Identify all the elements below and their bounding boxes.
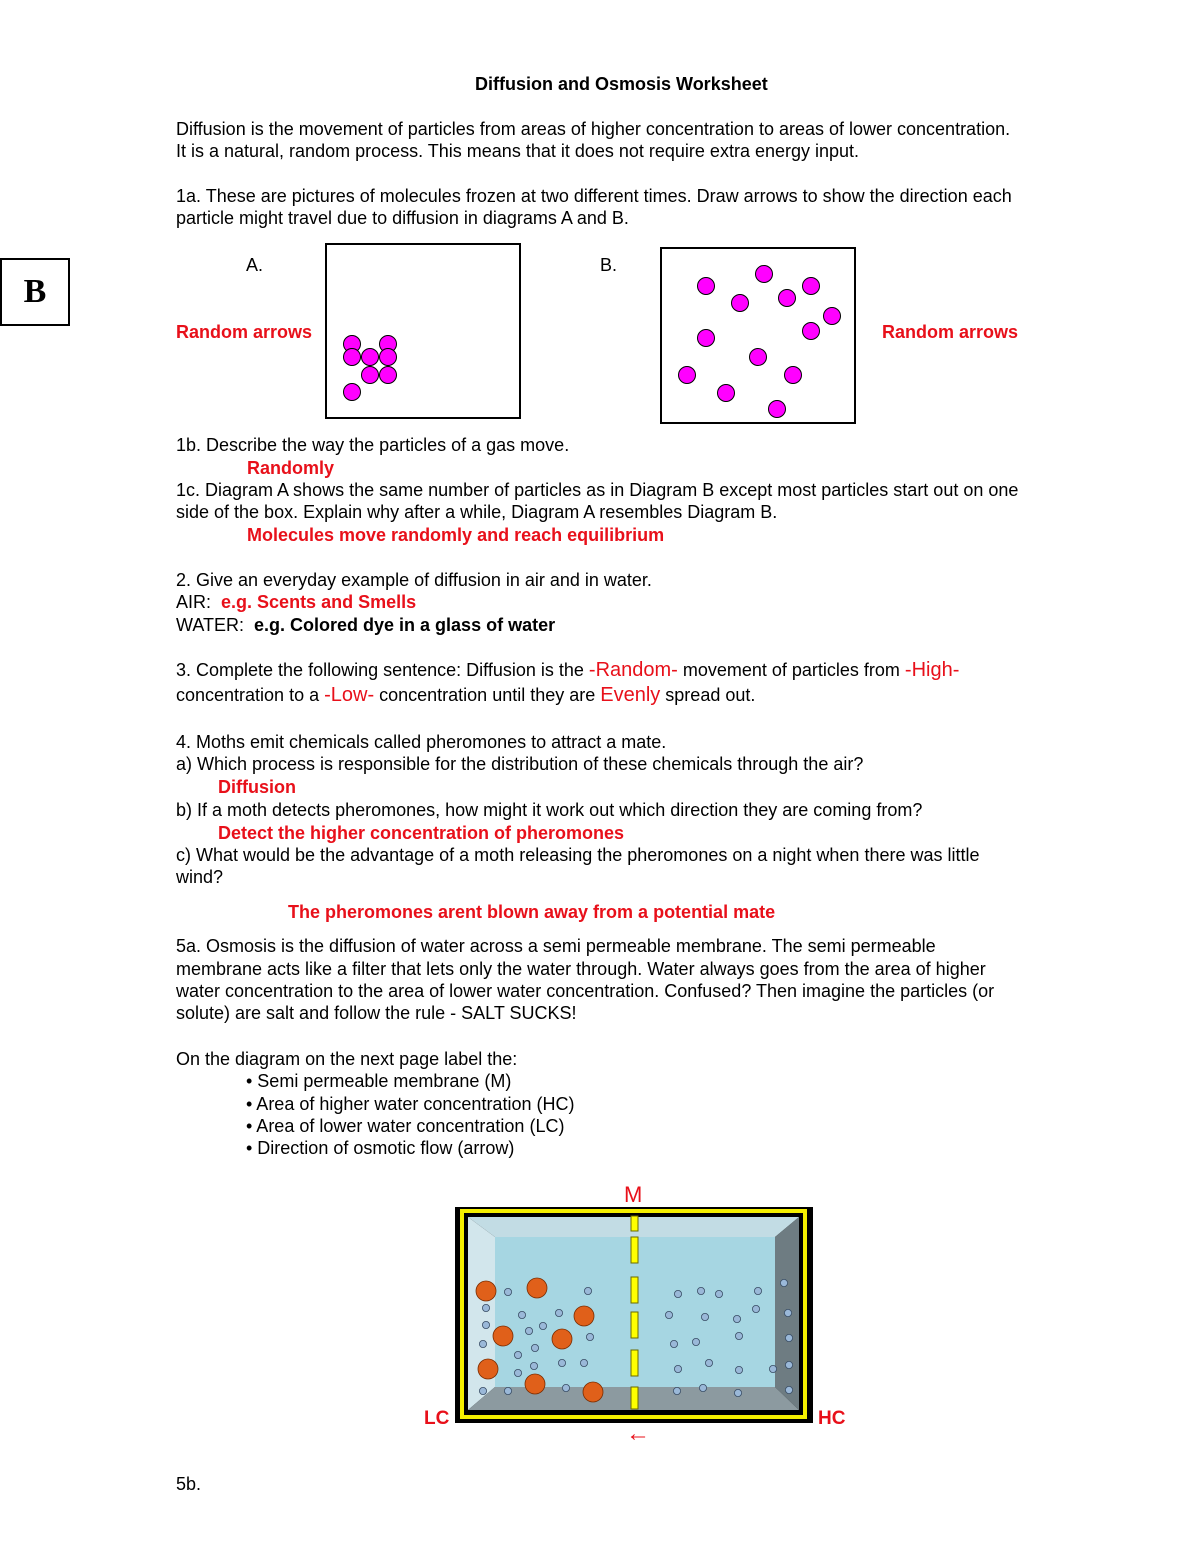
particle-b	[755, 265, 773, 283]
tank-left-wall	[468, 1217, 495, 1410]
q3-part1: 3. Complete the following sentence: Diffusion is the	[176, 660, 589, 680]
q5a-line-1: 5a. Osmosis is the diffusion of water across a semi permeable membrane. The semi permeable	[176, 936, 936, 956]
q4b-text: b) If a moth detects pheromones, how might it work out which direction they are coming from?	[176, 800, 923, 820]
q5a-line-2: membrane acts like a filter that lets only the water through. Water always goes from the area of higher	[176, 959, 986, 979]
label-instructions: On the diagram on the next page label the:	[176, 1049, 518, 1069]
particle-b	[802, 322, 820, 340]
q4c-line-2: wind?	[176, 867, 224, 887]
particle-b	[717, 384, 735, 402]
version-badge: B	[0, 258, 70, 326]
q3-answer-low: -Low-	[324, 684, 375, 706]
a4b-answer: Detect the higher concentration of pheromones	[218, 823, 625, 843]
particle-a	[379, 348, 397, 366]
particle-b	[784, 366, 802, 384]
water-row	[176, 614, 555, 636]
q3-answer-evenly: Evenly	[600, 684, 661, 706]
q3-line-2	[176, 684, 755, 706]
osmosis-tank-diagram	[455, 1207, 813, 1423]
q4a-text: a) Which process is responsible for the distribution of these chemicals through the air?	[176, 754, 864, 774]
q5b-text: 5b.	[176, 1474, 202, 1494]
page-title: Diffusion and Osmosis Worksheet	[475, 74, 768, 94]
q3-line-1	[176, 659, 959, 681]
particle-b	[768, 400, 786, 418]
q3-answer-random: -Random-	[588, 659, 678, 681]
q1a-line-2: particle might travel due to diffusion in diagrams A and B.	[176, 208, 629, 228]
particle-b	[778, 289, 796, 307]
particle-a	[343, 348, 361, 366]
q1a-line-1: 1a. These are pictures of molecules frozen at two different times. Draw arrows to show the direction each	[176, 186, 1012, 206]
label-item-hc: • Area of higher water concentration (HC)	[246, 1094, 575, 1114]
q3-part3: concentration to a	[176, 685, 325, 705]
water-answer: e.g. Colored dye in a glass of water	[254, 615, 556, 635]
answer-b-random-arrows: Random arrows	[882, 322, 1019, 342]
air-label: AIR:	[176, 592, 212, 612]
label-item-arrow: • Direction of osmotic flow (arrow)	[246, 1138, 515, 1158]
q1b-text: 1b. Describe the way the particles of a gas move.	[176, 435, 570, 455]
a1c-answer: Molecules move randomly and reach equilibrium	[247, 525, 665, 545]
particle-b	[678, 366, 696, 384]
osmotic-flow-arrow-icon: ←	[626, 1420, 650, 1447]
particle-b	[731, 294, 749, 312]
particle-a	[361, 366, 379, 384]
label-item-lc: • Area of lower water concentration (LC)	[246, 1116, 565, 1136]
q5a-line-3: water concentration to the area of lower water concentration. Confused? Then imagine the particles (or	[176, 981, 995, 1001]
label-item-membrane: • Semi permeable membrane (M)	[246, 1071, 512, 1091]
air-answer: e.g. Scents and Smells	[221, 592, 417, 612]
particle-b	[697, 329, 715, 347]
q3-part4: concentration until they are	[374, 685, 601, 705]
q2-text: 2. Give an everyday example of diffusion in air and in water.	[176, 570, 652, 590]
intro-line-1: Diffusion is the movement of particles from areas of higher concentration to areas of lower concentration.	[176, 119, 1011, 139]
particle-b	[823, 307, 841, 325]
q3-part2: movement of particles from	[677, 660, 905, 680]
particle-a	[379, 366, 397, 384]
water-label: WATER:	[176, 615, 244, 635]
membrane-label-m: M	[624, 1182, 643, 1207]
diagram-b-label: B.	[600, 255, 618, 275]
particle-b	[749, 348, 767, 366]
a4c-answer: The pheromones arent blown away from a potential mate	[288, 902, 776, 922]
q4-text: 4. Moths emit chemicals called pheromones to attract a mate.	[176, 732, 667, 752]
q5a-line-4: solute) are salt and follow the rule - SALT SUCKS!	[176, 1003, 577, 1023]
particle-a	[343, 383, 361, 401]
particle-a	[361, 348, 379, 366]
answer-a-random-arrows: Random arrows	[176, 322, 313, 342]
q3-answer-high: -High-	[904, 659, 960, 681]
intro-line-2: It is a natural, random process. This means that it does not require extra energy input.	[176, 141, 860, 161]
a4a-answer: Diffusion	[218, 777, 296, 797]
a1b-answer: Randomly	[247, 458, 335, 478]
q1c-line-2: side of the box. Explain why after a while, Diagram A resembles Diagram B.	[176, 502, 778, 522]
q4c-line-1: c) What would be the advantage of a moth releasing the pheromones on a night when there was little	[176, 845, 980, 865]
particle-b	[802, 277, 820, 295]
label-lc: LC	[424, 1408, 450, 1429]
air-row	[176, 591, 416, 613]
q3-part5: spread out.	[660, 685, 756, 705]
particle-b	[697, 277, 715, 295]
diagram-a-label: A.	[246, 255, 264, 275]
q1c-line-1: 1c. Diagram A shows the same number of particles as in Diagram B except most particles start out on one	[176, 480, 1019, 500]
label-hc: HC	[818, 1408, 846, 1429]
